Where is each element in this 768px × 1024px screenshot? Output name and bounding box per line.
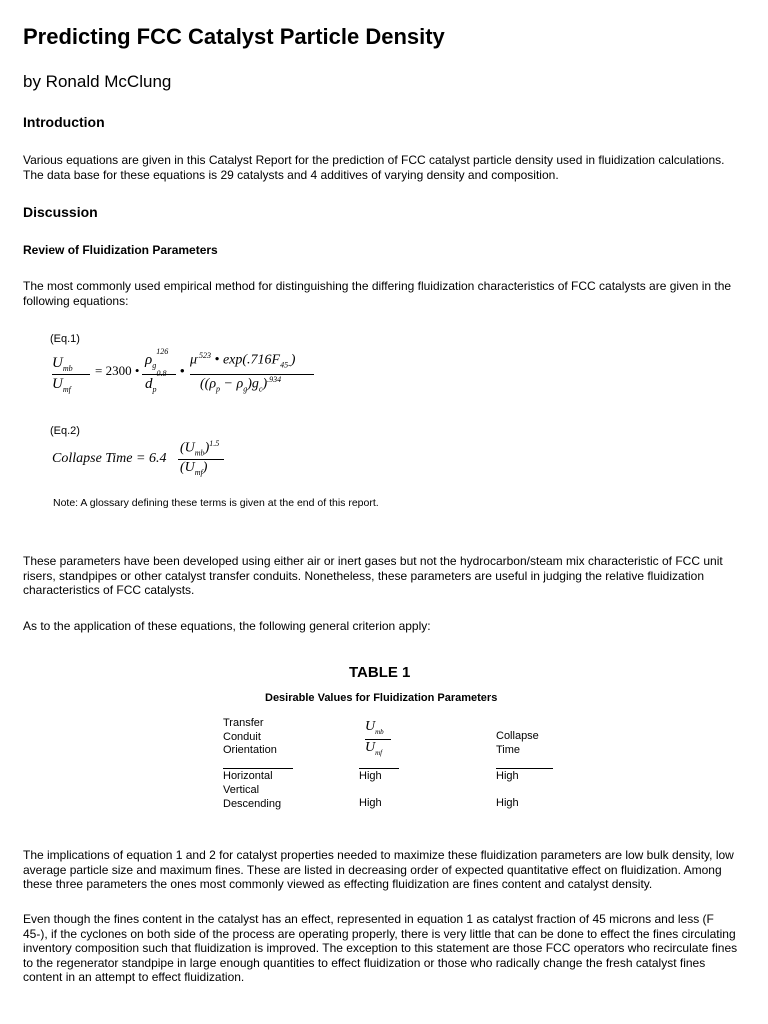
table-1-col2-rule (359, 768, 399, 769)
equation-1 (50, 333, 350, 403)
glossary-note: Note: A glossary defining these terms is given at the end of this report. (53, 497, 379, 509)
table-cell: High (359, 797, 382, 809)
equation-1-label: (Eq.1) (50, 333, 80, 345)
eq1-main-denominator: $((\rho_p - \rho_g)g_c)^{.934}$ (200, 375, 282, 394)
discussion-paragraph-1: The most commonly used empirical method for distinguishing the differing fluidization characteristics of FCC catalysts are given in the following equations: (23, 279, 732, 308)
table-1-col3-rule (496, 768, 553, 769)
table-1-title: TABLE 1 (349, 664, 411, 681)
eq1-lhs-numerator: $U_{mb}$ (52, 355, 73, 373)
table-1-header-ratio-numerator: $U_{mb}$ (365, 719, 384, 736)
eq1-mu-numerator: $\mu^{.523}$ • $\exp(.716F_{45-})$ (190, 351, 296, 370)
eq1-lhs-fraction-bar (52, 374, 90, 375)
table-1-header-conduit: Transfer Conduit Orientation (223, 717, 277, 756)
table-row: Vertical Descending (223, 784, 282, 810)
author-byline: by Ronald McClung (23, 72, 172, 91)
section-heading-discussion: Discussion (23, 204, 98, 220)
discussion-paragraph-2: These parameters have been developed using either air or inert gases but not the hydrocarbon/steam mix characteristic of FCC unit risers, standpipes or other catalyst transfer conduits. Nonetheless, these parameters are useful in judging the relative fluidization characteristics of FCC catalysts. (23, 554, 723, 597)
table-1-header-ratio-denominator: $U_{mf}$ (365, 740, 383, 757)
section-heading-introduction: Introduction (23, 114, 105, 130)
equation-2-label: (Eq.2) (50, 425, 80, 437)
intro-paragraph: Various equations are given in this Catalyst Report for the prediction of FCC catalyst particle density used in fluidization calculations. The data base for these equations is 29 catalysts and 4 additives of varying density and composition. (23, 153, 725, 182)
eq1-equals-constant: = 2300 • (95, 363, 140, 378)
paragraph-fines-content: Even though the fines content in the catalyst has an effect, represented in equation 1 as catalyst fraction of 45 microns and less (F 45-), if the cyclones on both side of the process are operating properly, there is very little that can be done to effect the fines circulating inventory composition such that fluidization is improved. The exception to this statement are those FCC operators who recirculate fines to the regenerator standpipe in large enough quantities to effect fluidization or those who radically change the fresh catalyst fines content in an attempt to effect fluidization. (23, 912, 738, 984)
eq2-numerator: $(U_{mb})^{1.5}$ (180, 439, 220, 458)
subsection-heading-review: Review of Fluidization Parameters (23, 243, 218, 257)
table-1-subtitle: Desirable Values for Fluidization Parameters (265, 692, 498, 704)
paragraph-implications: The implications of equation 1 and 2 for catalyst properties needed to maximize these fluidization parameters are low bulk density, low average particle size and maximum fines. These are listed in decreasing order of expected quantitative effect on fluidization. Among these three parameters the ones most commonly viewed as effecting fluidization are fines content and catalyst density. (23, 848, 734, 891)
eq1-dot: • (180, 363, 185, 378)
eq2-lhs: Collapse Time = 6.4 (52, 451, 167, 466)
table-cell: High (359, 770, 382, 782)
table-1-header-collapse-time: Collapse Time (496, 730, 539, 756)
table-row: Horizontal (223, 770, 273, 782)
table-cell: High (496, 770, 519, 782)
eq2-denominator: $(U_{mf})$ (180, 460, 208, 477)
equation-2 (50, 425, 300, 485)
eq1-dp-denominator: $d_p^{0.8}$ (145, 369, 167, 394)
table-cell: High (496, 797, 519, 809)
eq1-rho-numerator: $\rho_g^{126}$ (145, 347, 169, 370)
table-1-col1-rule (223, 768, 293, 769)
discussion-paragraph-3: As to the application of these equations, the following general criterion apply: (23, 619, 431, 633)
eq1-lhs-denominator: $U_{mf}$ (52, 376, 71, 394)
page-title: Predicting FCC Catalyst Particle Density (23, 24, 445, 49)
